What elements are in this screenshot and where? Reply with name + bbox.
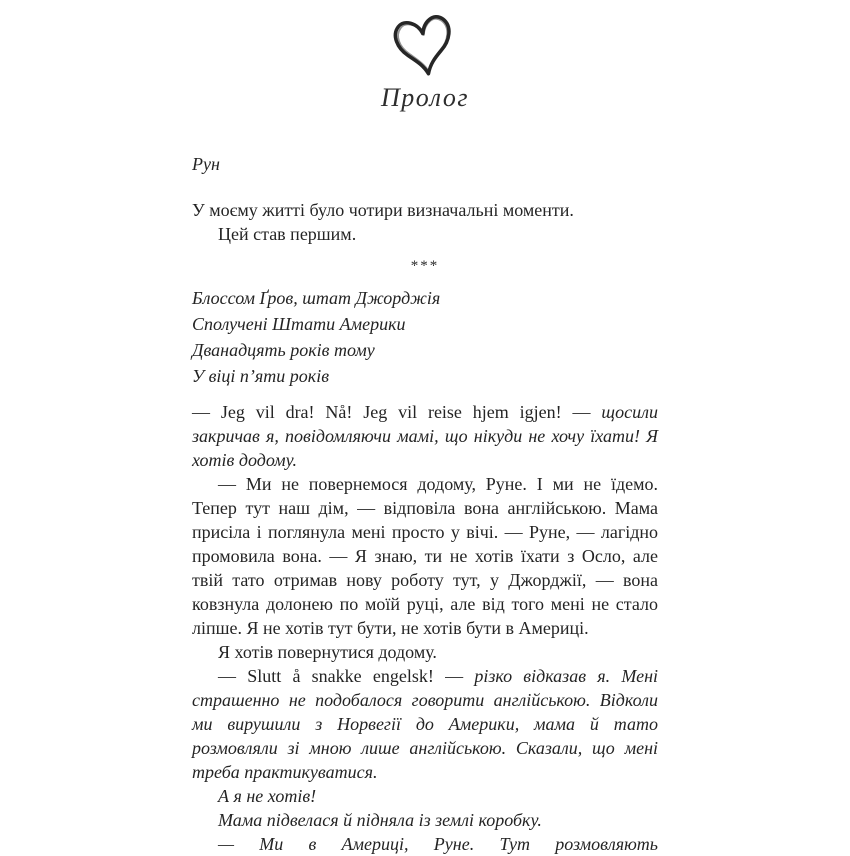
- text-segment-roman: — Ми не повернемося додому, Руне. І ми не їдемо. Тепер тут наш дім, — відповіла вона англійською. Мама присіла і поглянула мені просто у вічі. — Руне, — лагідно промовила вона. — Я знаю, ти не хотів їхати з Осло, але твій тато отримав нову роботу тут, у Джорджії, — вона ковзнула долонею по моїй руці, але від того мені не стало ліпше. Я не хотів тут бути, не хотів бути в Америці.: [192, 474, 658, 638]
- chapter-ornament: [192, 0, 658, 88]
- scene-setting-line: Сполучені Штати Америки: [192, 314, 406, 334]
- narrator-name: Рун: [192, 154, 220, 174]
- scene-setting-line: У віці п’яти років: [192, 366, 330, 386]
- scene-setting-block: [192, 285, 658, 389]
- paragraph: [192, 198, 658, 222]
- intro-paragraphs: [192, 198, 658, 246]
- paragraph: [192, 222, 658, 246]
- text-segment-roman: Я хотів повернутися додому.: [218, 642, 437, 662]
- text-segment-italic: А я не хотів!: [218, 786, 317, 806]
- text-segment-roman: — Jeg vil dra! Nå! Jeg vil reise hjem igjen! —: [192, 402, 602, 422]
- text-segment-italic: різко відказав я. Мені страшенно не подобалося говорити англійською. Відколи ми вирушили з Норвегії до Америки, мама й тато розмовляли зі мною лише англійською. Сказали, що мені треба практикуватися.: [192, 666, 658, 782]
- section-separator: ***: [410, 258, 440, 274]
- chapter-title: Пролог: [381, 83, 469, 112]
- paragraph: [192, 784, 658, 808]
- text-segment-roman: У моєму житті було чотири визначальні моменти.: [192, 200, 574, 220]
- paragraph: [192, 400, 658, 472]
- scene-setting-line: Блоссом Ґров, штат Джорджія: [192, 288, 441, 308]
- heart-sketch-icon: [385, 10, 465, 88]
- paragraph: [192, 832, 658, 856]
- body-paragraphs: [192, 400, 658, 856]
- text-segment-roman: Цей став першим.: [218, 224, 357, 244]
- text-segment-italic: Мама підвелася й підняла із землі коробку.: [218, 810, 542, 830]
- text-segment-italic: щосили закричав я, повідомляючи мамі, що нікуди не хочу їхати! Я хотів додому.: [192, 402, 658, 470]
- paragraph: [192, 808, 658, 832]
- paragraph: [192, 664, 658, 784]
- paragraph: [192, 640, 658, 664]
- scene-setting-line: Дванадцять років тому: [192, 340, 375, 360]
- text-segment-italic: — Ми в Америці, Руне. Тут розмовляють: [218, 834, 658, 854]
- book-page: [192, 0, 658, 856]
- text-segment-roman: — Slutt å snakke engelsk! —: [218, 666, 475, 686]
- paragraph: [192, 472, 658, 640]
